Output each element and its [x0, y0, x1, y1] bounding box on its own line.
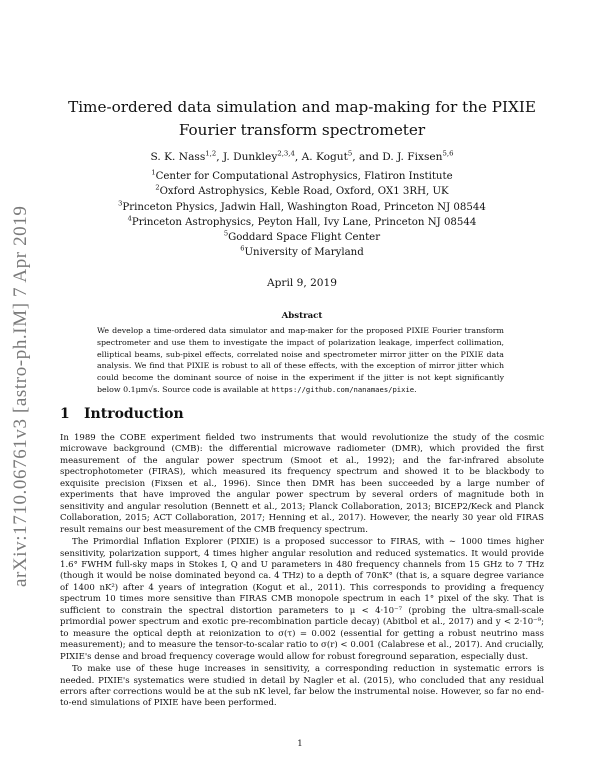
- author: D. J. Fixsen$^{5,6}$: [382, 149, 454, 163]
- introduction-body: [60, 433, 544, 711]
- abstract-body: We develop a time-ordered data simulator and map-maker for the proposed PIXIE Fourier transform spectrometer and use them to investigate the impact of polarization leakage, imperfect collimation, elliptical beams, sub-pixel effects, correlated noise and spectrometer mirror jitter on the PIXIE data analysis. We find that PIXIE is robust to all of these effects, with the exception of mirror jitter which could become the dominant source of noise in the experiment if the jitter is not kept significantly below 0.1μm√s. Source code is available at https://github.com/nanamaes/pixie.: [97, 326, 504, 394]
- paper-title: Time-ordered data simulation and map-making for the PIXIE Fourier transform spectrometer: [68, 98, 536, 139]
- paragraph: The Primordial Inflation Explorer (PIXIE) is a proposed successor to FIRAS, with ∼ 1000 times higher sensitivity, polarization support, 4 times higher angular resolution and reduced systematics. It would provide 1.6° FWHM full-sky maps in Stokes I, Q and U parameters in 480 frequency channels from 15 GHz to 7 THz (though it would be noise dominated beyond ca. 4 THz) to a depth of 70nK° (that is, a square degree variance of 1400 nK²) after 4 years of integration (Kogut et al., 2011). This corresponds to providing a frequency spectrum 10 times more sensitive than FIRAS CMB monopole spectrum in each 1° pixel of the sky. That is sufficient to constrain the spectral distortion parameters to μ < 4·10⁻⁷ (probing the ultra-small-scale primordial power spectrum and exotic pre-recombination particle decay) (Abitbol et al., 2017) and y < 2·10⁻⁹; to measure the optical depth at reionization to σ(τ) = 0.002 (essential for getting a robust neutrino mass measurement); and to measure the tensor-to-scalar ratio to σ(r) < 0.001 (Calabrese et al., 2017). And crucially, PIXIE's dense and broad frequency coverage would allow for robust foreground separation, especially dust.: [60, 537, 544, 662]
- author: A. Kogut$^5$, and: [301, 149, 383, 163]
- abstract-heading: Abstract: [281, 311, 323, 321]
- page-number: 1: [297, 739, 303, 749]
- section-heading: 1 Introduction: [60, 406, 184, 422]
- arxiv-identifier: arXiv:1710.06761v3 [astro-ph.IM] 7 Apr 2019: [10, 205, 31, 587]
- affiliation: $^6$University of Maryland: [240, 245, 364, 259]
- affiliation: $^5$Goddard Space Flight Center: [223, 229, 381, 244]
- paragraph: To make use of these huge increases in sensitivity, a corresponding reduction in systematic errors is needed. PIXIE's systematics were studied in detail by Nagler et al. (2015), who concluded that any residual errors after corrections would be at the sub nK level, far below the instrumental noise. However, so far no end-to-end simulations of PIXIE have been performed.: [60, 664, 544, 709]
- author: S. K. Nass$^{1,2}$,: [150, 149, 223, 163]
- source-code-link[interactable]: https://github.com/nanamaes/pixie: [271, 384, 415, 394]
- paragraph: In 1989 the COBE experiment fielded two instruments that would revolutionize the study of the cosmic microwave background (CMB): the differential microwave radiometer (DMR), which provided the first measurement of the angular power spectrum (Smoot et al., 1992); and the far-infrared absolute spectrophotometer (FIRAS), which measured its frequency spectrum and showed it to be blackbody to exquisite precision (Fixsen et al., 1996). Since then DMR has been succeeded by a large number of experiments that have improved the angular power spectrum by several orders of magnitude both in sensitivity and angular resolution (Bennett et al., 2013; Planck Collaboration, 2013; BICEP2/Keck and Planck Collaboration, 2015; ACT Collaboration, 2017; Henning et al., 2017). However, the nearly 30 year old FIRAS result remains our best measurement of the CMB frequency spectrum.: [60, 433, 544, 535]
- affiliation: $^1$Center for Computational Astrophysics, Flatiron Institute: [151, 168, 453, 182]
- affiliation: $^4$Princeton Astrophysics, Peyton Hall, Ivy Lane, Princeton NJ 08544: [127, 214, 477, 228]
- affiliation-list: [60, 169, 544, 261]
- affiliation: $^2$Oxford Astrophysics, Keble Road, Oxford, OX1 3RH, UK: [155, 183, 449, 198]
- author: J. Dunkley$^{2,3,4}$,: [222, 149, 302, 163]
- author-list: [60, 150, 544, 164]
- publication-date: April 9, 2019: [266, 277, 338, 289]
- affiliation: $^3$Princeton Physics, Jadwin Hall, Washington Road, Princeton NJ 08544: [118, 199, 486, 213]
